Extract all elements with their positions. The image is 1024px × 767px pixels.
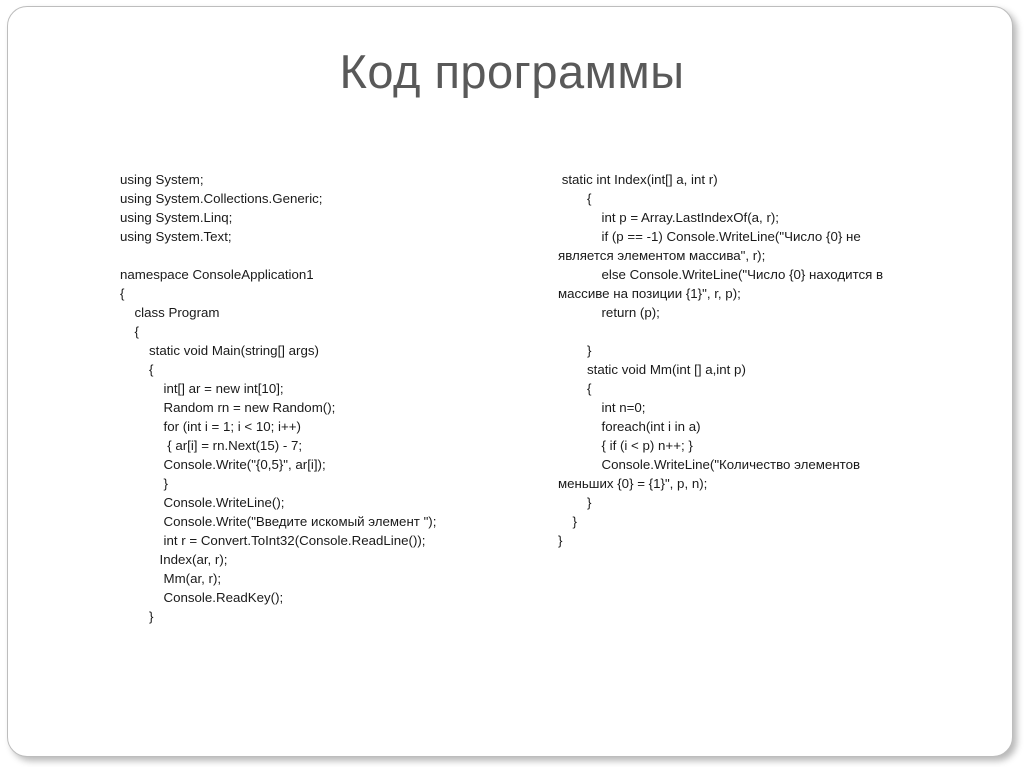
code-line: Mm(ar, r);	[163, 571, 222, 586]
code-line: foreach(int i in a)	[601, 419, 701, 434]
code-line: }	[587, 343, 592, 358]
code-line: Random rn = new Random();	[163, 400, 336, 415]
code-line: {	[120, 286, 125, 301]
code-line: for (int i = 1; i < 10; i++)	[163, 419, 301, 434]
code-line: namespace ConsoleApplication1	[120, 267, 314, 282]
code-line: using System.Text;	[120, 229, 232, 244]
code-line: }	[558, 533, 563, 548]
code-line: class Program	[134, 305, 220, 320]
code-line: меньших {0} = {1}", p, n);	[558, 476, 708, 491]
code-line: Console.ReadKey();	[163, 590, 284, 605]
code-line: }	[587, 495, 592, 510]
code-line: using System.Linq;	[120, 210, 233, 225]
code-line: int p = Array.LastIndexOf(a, r);	[601, 210, 779, 225]
code-line: Console.WriteLine();	[163, 495, 285, 510]
code-line: int[] ar = new int[10];	[163, 381, 284, 396]
code-line: }	[163, 476, 168, 491]
code-line: {	[587, 381, 592, 396]
code-line: Console.Write("{0,5}", ar[i]);	[163, 457, 326, 472]
slide-title: Код программы	[339, 45, 685, 98]
code-line: Console.WriteLine("Количество элементов	[601, 457, 861, 472]
code-line: }	[149, 609, 154, 624]
code-line: using System;	[120, 172, 204, 187]
code-line: {	[587, 191, 592, 206]
code-line: {	[149, 362, 154, 377]
code-line: { if (i < p) n++; }	[601, 438, 693, 453]
slide-frame	[7, 6, 1013, 757]
code-line: static int Index(int[] a, int r)	[558, 172, 718, 187]
code-line: массиве на позиции {1}", r, p);	[558, 286, 741, 301]
code-line: return (p);	[601, 305, 660, 320]
code-line: else Console.WriteLine("Число {0} находится в	[601, 267, 884, 282]
code-line: { ar[i] = rn.Next(15) - 7;	[163, 438, 303, 453]
code-line: является элементом массива", r);	[558, 248, 766, 263]
code-line: static void Main(string[] args)	[149, 343, 319, 358]
code-line: if (p == -1) Console.WriteLine("Число {0} не	[601, 229, 861, 244]
code-line: using System.Collections.Generic;	[120, 191, 323, 206]
code-line: static void Mm(int [] a,int p)	[587, 362, 746, 377]
code-line: }	[572, 514, 577, 529]
code-line: int n=0;	[601, 400, 646, 415]
code-line: int r = Convert.ToInt32(Console.ReadLine());	[163, 533, 426, 548]
code-line: Console.Write("Введите искомый элемент ");	[163, 514, 437, 529]
code-line: {	[134, 324, 139, 339]
code-line: Index(ar, r);	[159, 552, 228, 567]
